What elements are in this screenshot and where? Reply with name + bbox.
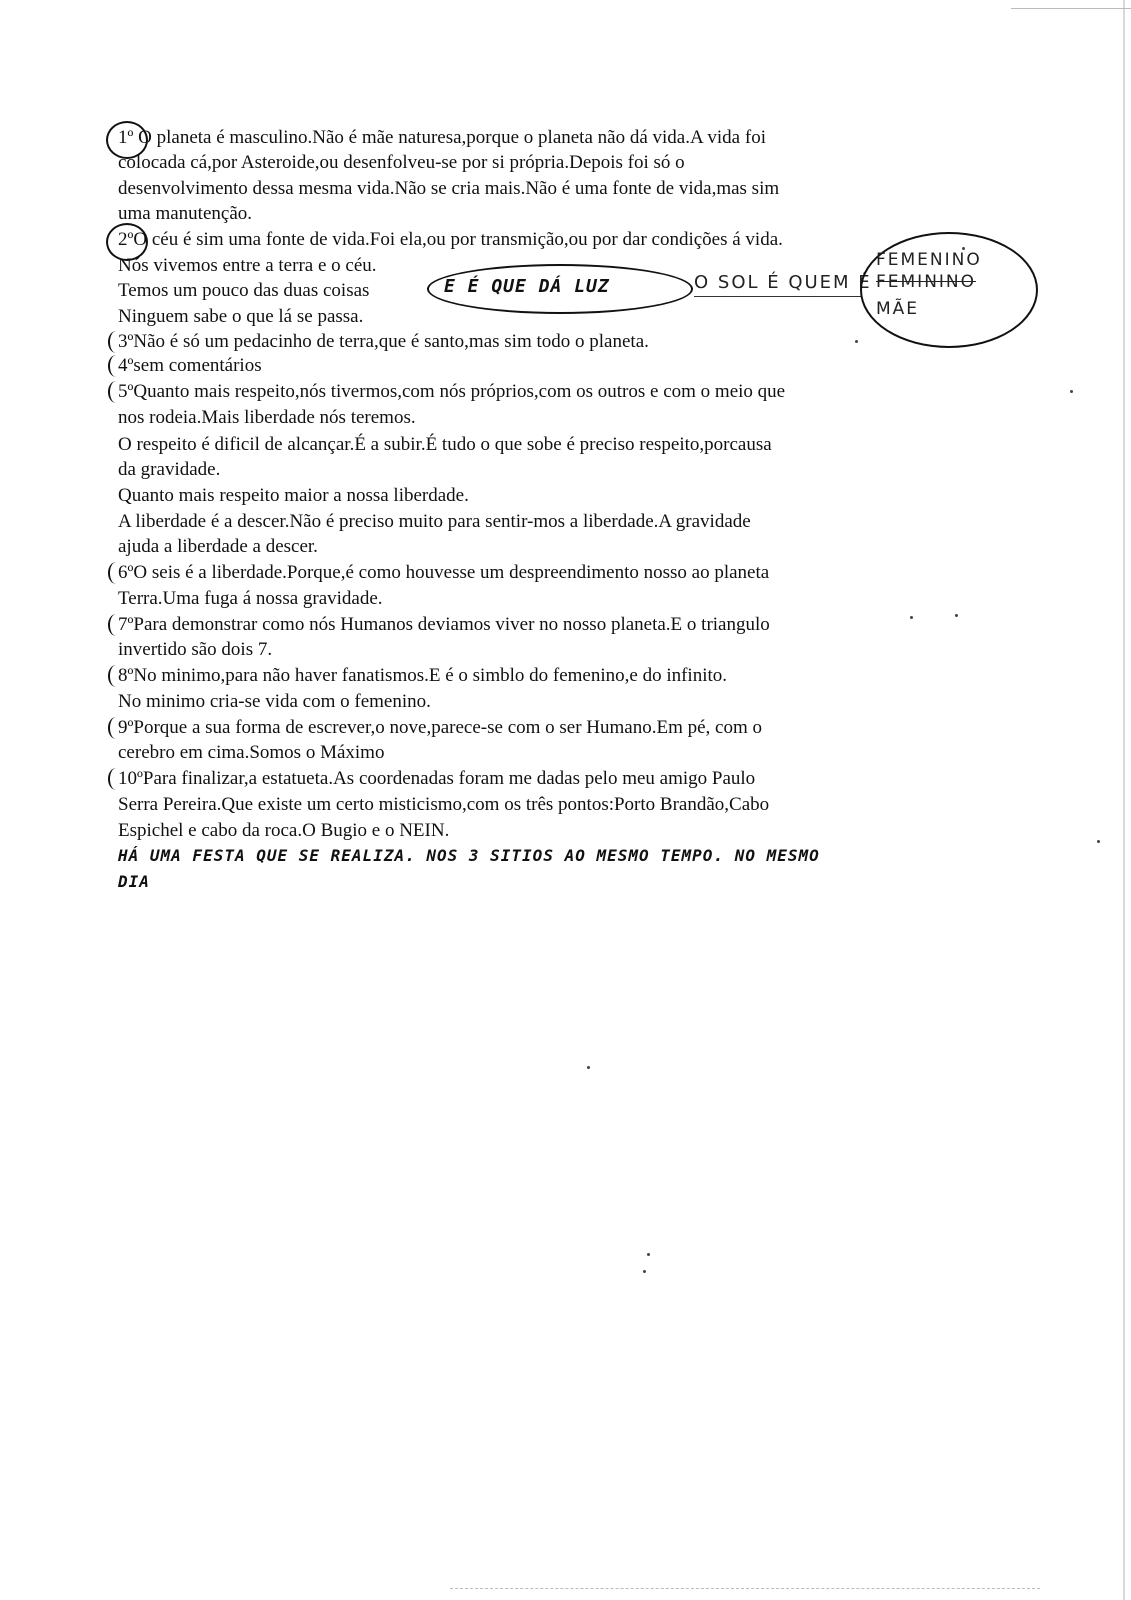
item-7-line-2: invertido são dois 7. (118, 639, 273, 660)
scan-speck (855, 340, 858, 343)
item-5-line-5: Quanto mais respeito maior a nossa liberdade. (118, 485, 469, 506)
item-2-line-3: Temos um pouco das duas coisas (118, 280, 370, 301)
item-10-line-2: Serra Pereira.Que existe um certo misticismo,com os três pontos:Porto Brandão,Cabo (118, 794, 770, 815)
item-1-line-1: 1º O planeta é masculino.Não é mãe naturesa,porque o planeta não dá vida.A vida foi (118, 127, 766, 148)
item-5-line-7: ajuda a liberdade a descer. (118, 536, 318, 557)
item-8-line-1: 8ºNo minimo,para não haver fanatismos.E é o simblo do femenino,e do infinito. (118, 665, 728, 686)
item-6-line-1: 6ºO seis é a liberdade.Porque,é como houvesse um despreendimento nosso ao planeta (118, 562, 770, 583)
scan-speck (1070, 390, 1073, 393)
item-5-line-3: O respeito é dificil de alcançar.É a subir.É tudo o que sobe é preciso respeito,porcausa (118, 434, 772, 455)
scan-speck (955, 614, 958, 617)
scan-speck (643, 1270, 646, 1273)
scan-speck (1097, 840, 1100, 843)
item-5-line-4: da gravidade. (118, 459, 221, 480)
scan-edge-right (1123, 0, 1125, 1600)
scan-speck (587, 1066, 590, 1069)
scan-edge-top (1011, 8, 1131, 9)
item-9-line-2: cerebro em cima.Somos o Máximo (118, 742, 385, 763)
handwritten-festa-note-line-2: DIA (118, 872, 150, 891)
item-5-line-6: A liberdade é a descer.Não é preciso muito para sentir-mos a liberdade.A gravidade (118, 511, 751, 532)
item-2-line-4: Ninguem sabe o que lá se passa. (118, 306, 364, 327)
sun-note-underline (694, 296, 862, 297)
item-6-line-2: Terra.Uma fuga á nossa gravidade. (118, 588, 383, 609)
item-2-line-1: 2ºO céu é sim uma fonte de vida.Foi ela,ou por transmição,ou por dar condições á vida. (118, 229, 783, 250)
handwritten-festa-note-line-1: HÁ UMA FESTA QUE SE REALIZA. NOS 3 SITIOS AO MESMO TEMPO. NO MESMO (118, 846, 820, 865)
item-10-line-3: Espichel e cabo da roca.O Bugio e o NEIN. (118, 820, 450, 841)
item-5-line-2: nos rodeia.Mais liberdade nós teremos. (118, 407, 416, 428)
handwritten-sun-note: O SOL É QUEM É (694, 272, 872, 293)
item-5-line-1: 5ºQuanto mais respeito,nós tivermos,com nós próprios,com os outros e com o meio que (118, 381, 786, 402)
item-3-line-1: 3ºNão é só um pedacinho de terra,que é santo,mas sim todo o planeta. (118, 331, 649, 352)
handwritten-mae-note: MÃE (876, 299, 920, 319)
handwritten-crossed-word: FEMININO (876, 272, 977, 292)
item-7-line-1: 7ºPara demonstrar como nós Humanos deviamos viver no nosso planeta.E o triangulo (118, 614, 770, 635)
handwritten-femenino-note: FEMENINO (876, 250, 982, 270)
item-1-line-3: desenvolvimento dessa mesma vida.Não se cria mais.Não é uma fonte de vida,mas sim (118, 178, 780, 199)
item-1-line-4: uma manutenção. (118, 203, 253, 224)
item-4-line-1: 4ºsem comentários (118, 355, 262, 376)
item-10-line-1: 10ºPara finalizar,a estatueta.As coordenadas foram me dadas pelo meu amigo Paulo (118, 768, 756, 789)
item-2-line-2: Nós vivemos entre a terra e o céu. (118, 255, 377, 276)
scan-speck (962, 247, 965, 250)
item-8-line-2: No minimo cria-se vida com o femenino. (118, 691, 431, 712)
scan-speck (647, 1253, 650, 1256)
item-1-line-2: colocada cá,por Asteroide,ou desenfolveu-se por si própria.Depois foi só o (118, 152, 685, 173)
scan-edge-bottom (450, 1588, 1040, 1590)
item-9-line-1: 9ºPorque a sua forma de escrever,o nove,parece-se com o ser Humano.Em pé, com o (118, 717, 763, 738)
scan-speck (910, 616, 913, 619)
handwritten-light-note: E É QUE DÁ LUZ (444, 276, 610, 297)
